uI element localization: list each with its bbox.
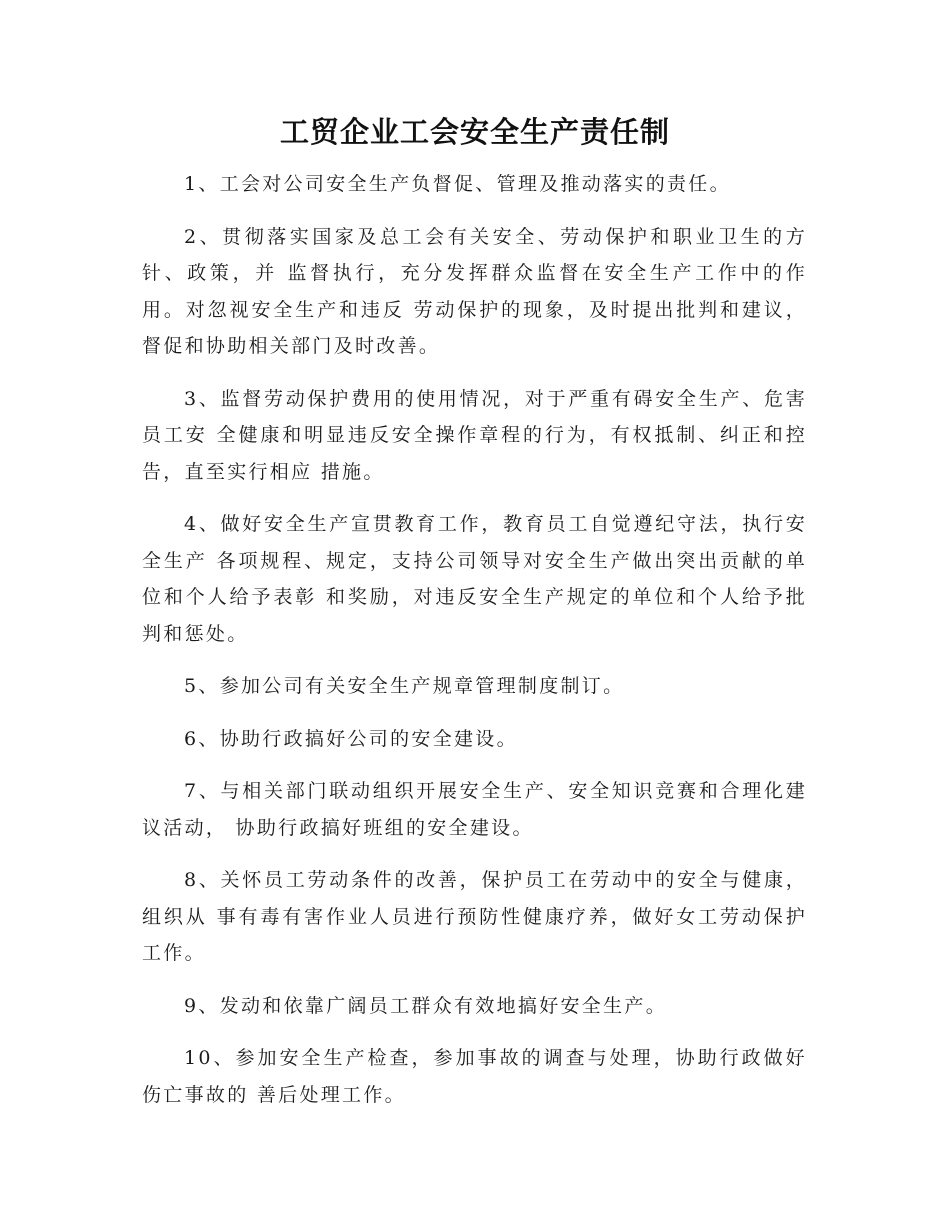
paragraph-5: 5、参加公司有关安全生产规章管理制度制订。 <box>184 675 625 697</box>
document-title: 工贸企业工会安全生产责任制 <box>279 115 670 149</box>
paragraph-3: 3、监督劳动保护费用的使用情况，对于严重有碍安全生产、危害员工安 全健康和明显违反安全操作章程的行为，有权抵制、纠正和控告，直至实行相应 措施。 <box>142 387 807 483</box>
document-body <box>142 166 807 1129</box>
paragraph-2: 2、贯彻落实国家及总工会有关安全、劳动保护和职业卫生的方针、政策，并 监督执行，充分发挥群众监督在安全生产工作中的作用。对忽视安全生产和违反 劳动保护的现象，及时提出批判和建议，督促和协助相关部门及时改善。 <box>142 225 807 357</box>
paragraph-1: 1、工会对公司安全生产负督促、管理及推动落实的责任。 <box>184 173 731 195</box>
paragraph-6: 6、协助行政搞好公司的安全建设。 <box>184 727 518 750</box>
paragraph-8: 8、关怀员工劳动条件的改善，保护员工在劳动中的安全与健康，组织从 事有毒有害作业人员进行预防性健康疗养，做好女工劳动保护工作。 <box>142 869 807 964</box>
paragraph-9: 9、发动和依靠广阔员工群众有效地搞好安全生产。 <box>184 994 667 1017</box>
paragraph-4: 4、做好安全生产宣贯教育工作，教育员工自觉遵纪守法，执行安全生产 各项规程、规定，支持公司领导对安全生产做出突出贡献的单位和个人给予表彰 和奖励，对违反安全生产规定的单位和个人给予批判和惩处。 <box>142 513 807 645</box>
paragraph-7: 7、与相关部门联动组织开展安全生产、安全知识竞赛和合理化建议活动， 协助行政搞好班组的安全建设。 <box>142 780 807 839</box>
paragraph-10: 10、参加安全生产检查，参加事故的调查与处理，协助行政做好伤亡事故的 善后处理工作。 <box>142 1047 807 1106</box>
